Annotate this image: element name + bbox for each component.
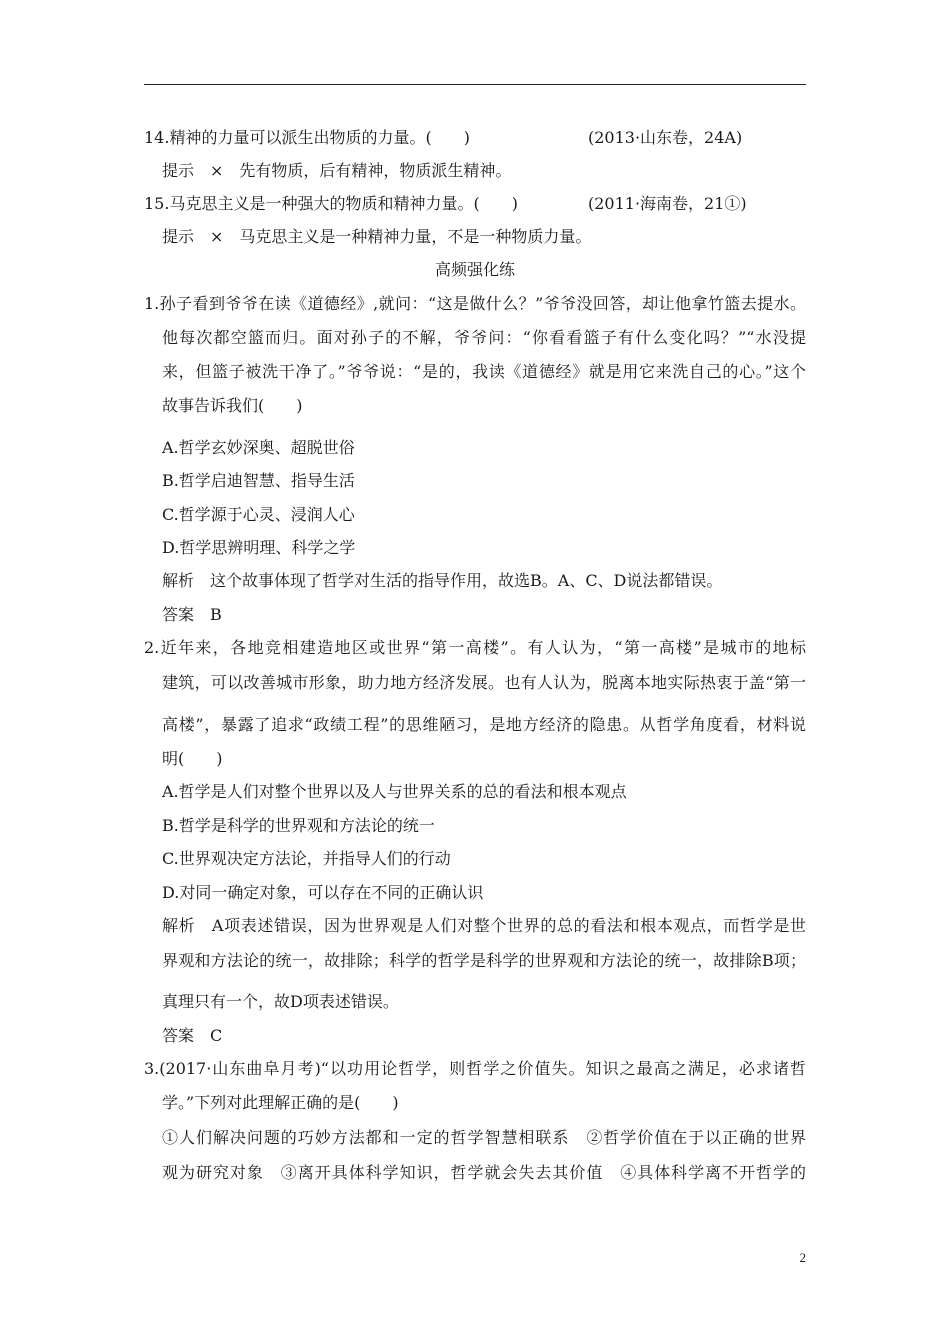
q2-stem-line: 建筑，可以改善城市形象，助力地方经济发展。也有人认为，脱离本地实际热衷于盖“第一 (162, 673, 806, 692)
q1-stem-line: 来，但篮子被洗干净了。”爷爷说：“是的，我读《道德经》就是用它来洗自己的心。”这个 (162, 362, 806, 381)
q1-answer: 答案 B (162, 605, 222, 624)
q2-analysis-line: 真理只有一个，故D项表述错误。 (162, 992, 399, 1011)
q3-options-line: ①人们解决问题的巧妙方法都和一定的哲学智慧相联系 ②哲学价值在于以正确的世界 (162, 1128, 806, 1147)
q1-option-c: C.哲学源于心灵、浸润人心 (162, 505, 355, 524)
q2-option-b: B.哲学是科学的世界观和方法论的统一 (162, 816, 435, 835)
q2-stem-line: 2.近年来，各地竞相建造地区或世界“第一高楼”。有人认为，“第一高楼”是城市的地标 (144, 638, 806, 657)
q2-stem-line: 高楼”，暴露了追求“政绩工程”的思维陋习，是地方经济的隐患。从哲学角度看，材料说 (162, 715, 806, 734)
q1-option-d: D.哲学思辨明理、科学之学 (162, 538, 356, 557)
question-14-source: (2013·山东卷，24A) (588, 128, 743, 147)
q3-stem-line: 3.(2017·山东曲阜月考)“以功用论哲学，则哲学之价值失。知识之最高之满足，必求诸哲 (144, 1059, 806, 1078)
page-number: 2 (799, 1250, 806, 1265)
q1-analysis: 解析 这个故事体现了哲学对生活的指导作用，故选B。A、C、D说法都错误。 (162, 571, 723, 590)
q2-analysis-line: 界观和方法论的统一，故排除；科学的哲学是科学的世界观和方法论的统一，故排除B项； (162, 951, 806, 970)
q2-answer: 答案 C (162, 1026, 223, 1045)
question-14-hint: 提示 × 先有物质，后有精神，物质派生精神。 (162, 161, 512, 180)
q1-stem-line: 故事告诉我们( ) (162, 396, 303, 415)
question-15-source: (2011·海南卷，21①) (588, 194, 747, 213)
question-15: 15.马克思主义是一种强大的物质和精神力量。( ) (144, 194, 518, 213)
q3-stem-line: 学。”下列对此理解正确的是( ) (162, 1093, 399, 1112)
q1-stem-line: 1.孙子看到爷爷在读《道德经》,就问：“这是做什么？”爷爷没回答，却让他拿竹篮去提水。 (144, 294, 806, 313)
q2-stem-line: 明( ) (162, 749, 223, 768)
q1-stem-line: 他每次都空篮而归。面对孙子的不解，爷爷问：“你看看篮子有什么变化吗？”“水没提 (162, 328, 806, 347)
q2-option-a: A.哲学是人们对整个世界以及人与世界关系的总的看法和根本观点 (162, 782, 627, 801)
question-14: 14.精神的力量可以派生出物质的力量。( ) (144, 128, 470, 147)
q1-option-a: A.哲学玄妙深奥、超脱世俗 (162, 438, 355, 457)
header-rule (144, 84, 806, 85)
q2-option-c: C.世界观决定方法论，并指导人们的行动 (162, 849, 451, 868)
q2-option-d: D.对同一确定对象，可以存在不同的正确认识 (162, 883, 484, 902)
question-15-hint: 提示 × 马克思主义是一种精神力量，不是一种物质力量。 (162, 227, 592, 246)
section-title: 高频强化练 (434, 260, 515, 279)
q1-option-b: B.哲学启迪智慧、指导生活 (162, 471, 355, 490)
q2-analysis-line: 解析 A项表述错误，因为世界观是人们对整个世界的总的看法和根本观点，而哲学是世 (162, 916, 806, 935)
q3-options-line: 观为研究对象 ③离开具体科学知识，哲学就会失去其价值 ④具体科学离不开哲学的 (162, 1163, 806, 1182)
